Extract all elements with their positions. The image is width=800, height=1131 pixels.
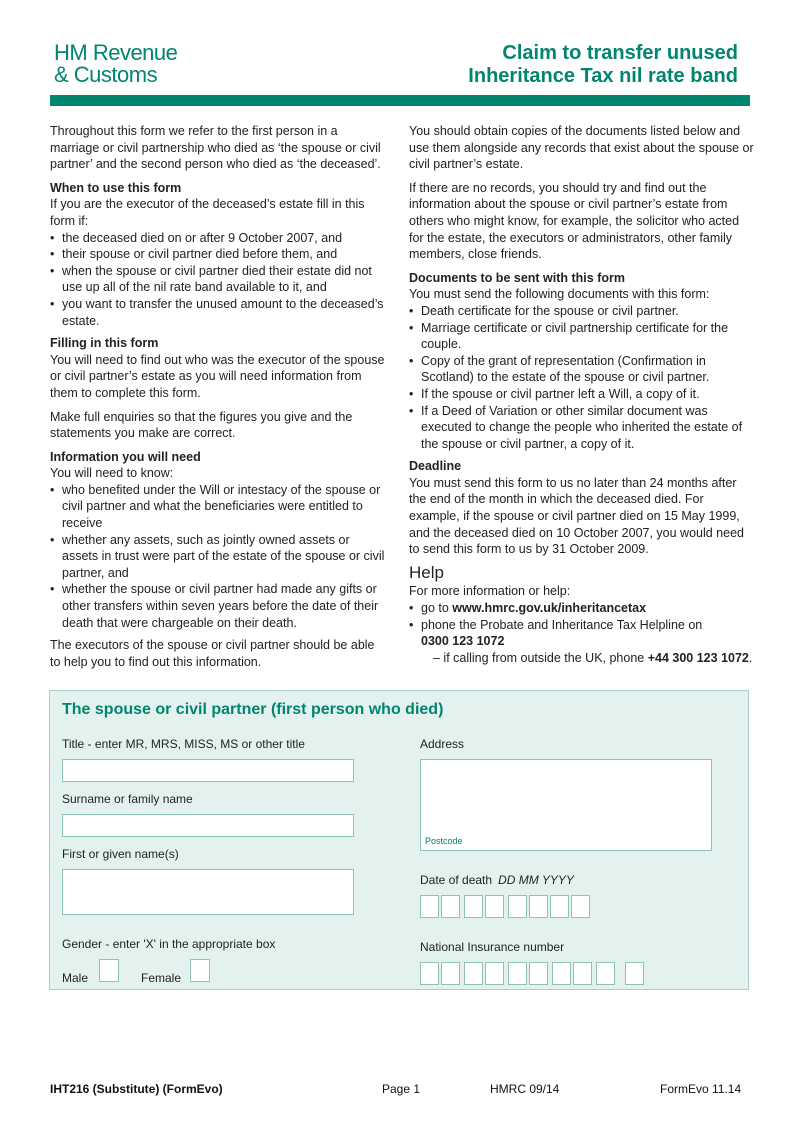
- list-item: • whether any assets, such as jointly owned assets or assets in trust were part of the estate of the spouse or civil partner, and: [50, 532, 385, 582]
- date-cell[interactable]: [464, 895, 483, 918]
- ni-cell[interactable]: [420, 962, 439, 985]
- helpline-intl-phone: +44 300 123 1072: [647, 650, 749, 665]
- list-item: • If the spouse or civil partner left a Will, a copy of it.: [409, 386, 754, 403]
- ni-cell[interactable]: [573, 962, 592, 985]
- help-item-phone: [409, 617, 754, 667]
- surname-input[interactable]: [62, 814, 354, 837]
- helpline-end: .: [748, 650, 753, 665]
- documents-list: [409, 303, 754, 452]
- filling-paragraph-2: Make full enquiries so that the figures you give and the statements you make are correct.: [50, 409, 353, 441]
- form-title-line-1: Claim to transfer unused: [502, 42, 738, 64]
- date-of-death-label: [420, 873, 574, 887]
- info-intro: You will need to know:: [50, 466, 174, 481]
- ni-cell[interactable]: [596, 962, 615, 985]
- ni-cell[interactable]: [552, 962, 571, 985]
- address-input[interactable]: [420, 759, 712, 851]
- when-intro: If you are the executor of the deceased’s estate fill in this form if:: [50, 197, 365, 228]
- help-item-website: [409, 600, 754, 617]
- help-heading: Help: [409, 562, 444, 582]
- helpline-phone: 0300 123 1072: [421, 634, 505, 649]
- list-item: • who benefited under the Will or intestacy of the spouse or civil partner and what the beneficiaries were entitled to receive: [50, 482, 385, 532]
- intro-paragraph: Throughout this form we refer to the first person in a marriage or civil partnership who died as ‘the spouse or civil partner’ and the second person who died as ‘the deceased’.: [50, 124, 381, 172]
- hmrc-website-link[interactable]: www.hmrc.gov.uk/inheritancetax: [452, 601, 647, 616]
- help-website-prefix: go to: [421, 601, 453, 616]
- hmrc-logo: [54, 42, 177, 86]
- documents-paragraph-1: You should obtain copies of the documents listed below and use them alongside any records that exist about the spouse or civil partner’s estate.: [409, 124, 754, 172]
- list-item: • whether the spouse or civil partner had made any gifts or other transfers within seven years before the date of their death that were chargeable on their death.: [50, 581, 385, 631]
- list-item: • their spouse or civil partner died before them, and: [50, 246, 385, 263]
- deadline-paragraph: You must send this form to us no later than 24 months after the end of the month in which the deceased died. For example, if the spouse or civil partner died on 15 May 1999, and the deceased died on 10 October 2007, you would need to send this form to us by 31 October 2009.: [409, 475, 744, 557]
- ni-number-input[interactable]: [420, 962, 646, 985]
- logo-line-1: HM Revenue: [54, 40, 178, 65]
- ni-cell[interactable]: [508, 962, 527, 985]
- panel-title: The spouse or civil partner (first person who died): [62, 701, 444, 718]
- help-intro: For more information or help:: [409, 584, 571, 599]
- when-list: [50, 230, 385, 330]
- header-rule: [50, 95, 750, 106]
- helpline-outside-uk: [421, 651, 752, 665]
- form-title-line-2: Inheritance Tax nil rate band: [468, 65, 738, 87]
- title-label: Title - enter MR, MRS, MISS, MS or other title: [62, 737, 305, 751]
- spouse-details-panel: [49, 690, 749, 990]
- first-name-label: First or given name(s): [62, 847, 179, 861]
- list-item: • when the spouse or civil partner died their estate did not use up all of the nil rate band available to it, and: [50, 263, 385, 296]
- list-item: • you want to transfer the unused amount to the deceased’s estate.: [50, 296, 385, 329]
- first-name-input[interactable]: [62, 869, 354, 915]
- help-list: [409, 600, 754, 666]
- formevo-version: FormEvo 11.14: [660, 1082, 742, 1096]
- dod-format-hint: DD MM YYYY: [498, 873, 574, 887]
- page-number: Page 1: [382, 1082, 421, 1096]
- filling-paragraph-1: You will need to find out who was the executor of the spouse or civil partner’s estate as you will need information from them to complete this form.: [50, 352, 385, 400]
- ni-cell[interactable]: [441, 962, 460, 985]
- list-item: • Death certificate for the spouse or civil partner.: [409, 303, 754, 320]
- info-heading: Information you will need: [50, 449, 201, 464]
- date-of-death-input[interactable]: [420, 895, 592, 918]
- hmrc-version: HMRC 09/14: [490, 1082, 560, 1096]
- list-item: • the deceased died on or after 9 October 2007, and: [50, 230, 385, 247]
- date-cell[interactable]: [550, 895, 569, 918]
- helpline-text: phone the Probate and Inheritance Tax Helpline on: [421, 617, 703, 632]
- right-column: [409, 123, 754, 672]
- helpline-outside-text: – if calling from outside the UK, phone: [433, 650, 645, 665]
- when-heading: When to use this form: [50, 180, 182, 195]
- ni-cell[interactable]: [464, 962, 483, 985]
- list-item: • Marriage certificate or civil partnership certificate for the couple.: [409, 320, 754, 353]
- date-cell[interactable]: [485, 895, 504, 918]
- female-checkbox[interactable]: [190, 959, 210, 982]
- date-cell[interactable]: [420, 895, 439, 918]
- ni-cell[interactable]: [485, 962, 504, 985]
- male-checkbox[interactable]: [99, 959, 119, 982]
- postcode-label: Postcode: [425, 836, 463, 846]
- deadline-heading: Deadline: [409, 459, 462, 474]
- male-label: Male: [62, 971, 89, 985]
- ni-number-label: National Insurance number: [420, 940, 565, 954]
- documents-paragraph-2: If there are no records, you should try and find out the information about the spouse or civil partner’s estate from others who might know, for example, the solicitor who acted for the estate, the executors or administrators, other family members, close friends.: [409, 180, 740, 262]
- date-cell[interactable]: [529, 895, 548, 918]
- closing-paragraph: The executors of the spouse or civil partner should be able to help you to find out this information.: [50, 638, 375, 669]
- form-title: [468, 42, 738, 88]
- date-cell[interactable]: [508, 895, 527, 918]
- title-input[interactable]: [62, 759, 354, 782]
- address-label: Address: [420, 737, 465, 751]
- gender-label: Gender - enter 'X' in the appropriate box: [62, 937, 276, 951]
- surname-label: Surname or family name: [62, 792, 193, 806]
- ni-suffix-cell[interactable]: [625, 962, 644, 985]
- documents-intro: You must send the following documents with this form:: [409, 287, 710, 302]
- date-cell[interactable]: [571, 895, 590, 918]
- ni-cell[interactable]: [529, 962, 548, 985]
- form-code: IHT216 (Substitute) (FormEvo): [50, 1082, 223, 1096]
- filling-heading: Filling in this form: [50, 336, 159, 351]
- list-item: • If a Deed of Variation or other similar document was executed to change the people who inherited the estate of the spouse or civil partner, a copy of it.: [409, 403, 754, 453]
- list-item: • Copy of the grant of representation (Confirmation in Scotland) to the estate of the spouse or civil partner.: [409, 353, 754, 386]
- documents-heading: Documents to be sent with this form: [409, 270, 625, 285]
- left-column: [50, 123, 385, 677]
- logo-line-2: & Customs: [54, 62, 158, 87]
- female-label: Female: [141, 971, 182, 985]
- dod-label-text: Date of death: [420, 873, 493, 887]
- date-cell[interactable]: [441, 895, 460, 918]
- info-list: [50, 482, 385, 631]
